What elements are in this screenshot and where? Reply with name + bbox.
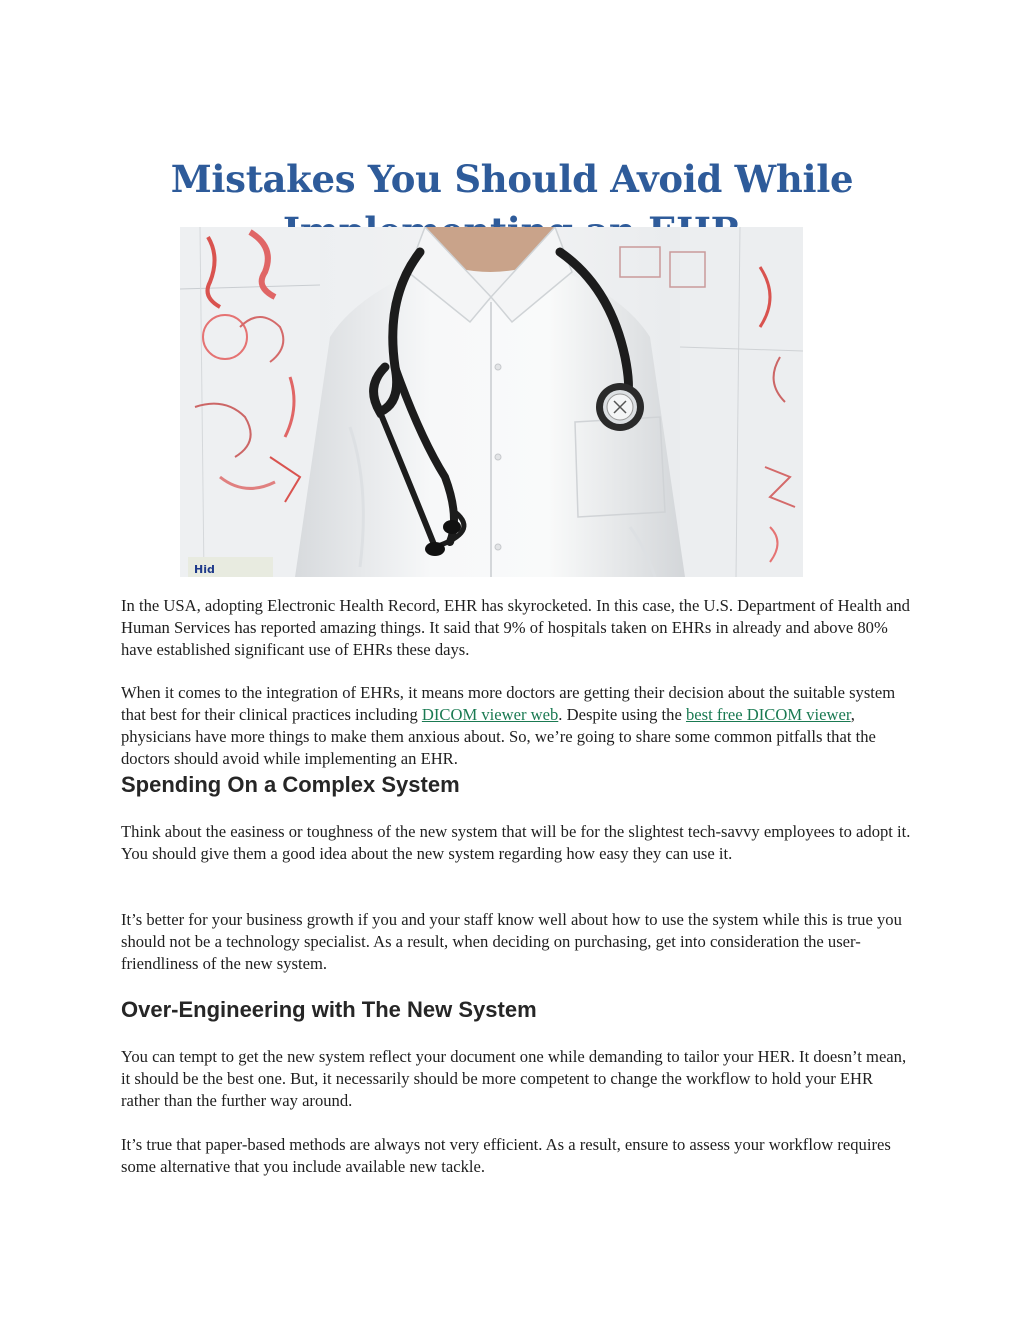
over-engineering-paragraph-2: It’s true that paper-based methods are always not very efficient. As a result, ensure to assess your workflow requires some alternative that you include available new tackle. [121, 1135, 891, 1176]
complex-system-paragraph-1: Think about the easiness or toughness of the new system that will be for the slightest tech-savvy employees to adopt it. You should give them a good idea about the new system regarding how easy they can use it. [121, 822, 911, 863]
sticker-text: Hid [194, 563, 215, 576]
doctor-stethoscope-photo [180, 227, 803, 577]
over-engineering-paragraph-1: You can tempt to get the new system reflect your document one while demanding to tailor your HER. It doesn’t mean, it should be the best one. But, it necessarily should be more competent to change the workflow to hold your EHR rather than the further way around. [121, 1047, 907, 1110]
section-heading-over-engineering: Over-Engineering with The New System [121, 997, 537, 1022]
doctor-with-stethoscope-icon [180, 227, 803, 577]
best-free-dicom-viewer-link[interactable]: best free DICOM viewer [685, 705, 851, 724]
intro-paragraph: In the USA, adopting Electronic Health Record, EHR has skyrocketed. In this case, the U.S. Department of Health and Human Services has reported amazing things. It said that 9% of hospitals taken on EHRs in already and above 80% have established significant use of EHRs these days. [121, 596, 910, 659]
complex-system-paragraph-2: It’s better for your business growth if you and your staff know well about how to use the system while this is true you should not be a technology specialist. As a result, when deciding on purchasing, get into consideration the user-friendliness of the new system. [121, 910, 902, 973]
integration-paragraph [121, 682, 911, 770]
title-line-1: Mistakes You Should Avoid While [170, 156, 854, 201]
section-heading-complex-system: Spending On a Complex System [121, 772, 460, 797]
integration-text-3: , physicians have more things to make them anxious about. So, we’re going to share some common pitfalls that the doctors should avoid while implementing an EHR. [121, 705, 876, 768]
integration-text-2: . Despite using the [558, 705, 686, 724]
dicom-viewer-web-link[interactable]: DICOM viewer web [421, 705, 559, 724]
integration-text-1: When it comes to the integration of EHRs, it means more doctors are getting their decision about the suitable system that best for their clinical practices including [121, 683, 896, 724]
